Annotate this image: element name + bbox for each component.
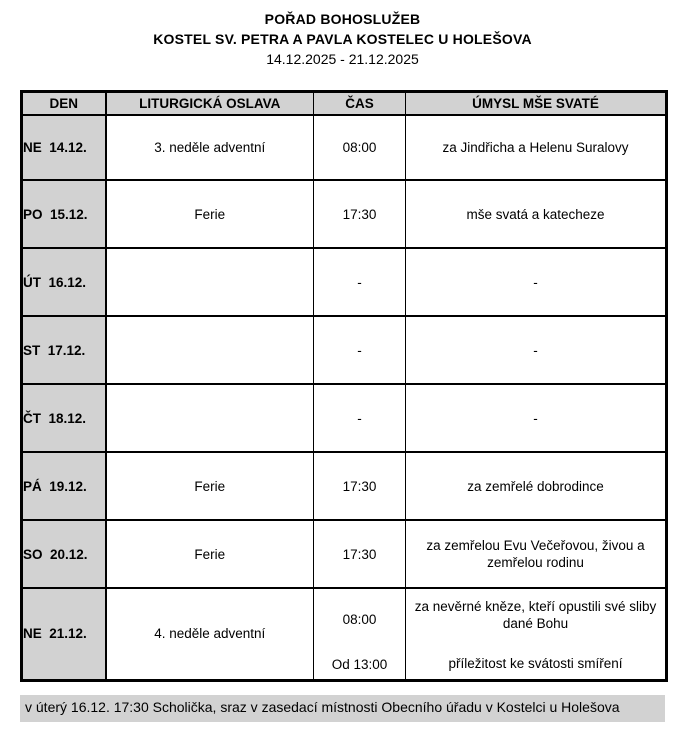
- document-header: [0, 0, 685, 69]
- table-row: [22, 588, 667, 680]
- intention-stack: [406, 591, 665, 677]
- time-cell: -: [314, 248, 406, 316]
- schedule-table: [20, 90, 668, 682]
- celebration-cell: Ferie: [106, 452, 314, 520]
- day-cell: NE 21.12.: [22, 588, 106, 680]
- intention-cell: -: [406, 316, 667, 384]
- table-row: [22, 115, 667, 180]
- day-cell: SO 20.12.: [22, 520, 106, 588]
- celebration-cell: Ferie: [106, 180, 314, 248]
- celebration-cell: Ferie: [106, 520, 314, 588]
- intention-cell: -: [406, 384, 667, 452]
- column-header-umysl-mse-svate: ÚMYSL MŠE SVATÉ: [406, 92, 667, 116]
- table-row: [22, 248, 667, 316]
- day-cell: ČT 18.12.: [22, 384, 106, 452]
- time-cell: 17:30: [314, 180, 406, 248]
- page-title: POŘAD BOHOSLUŽEB: [264, 11, 421, 27]
- footer-note: v úterý 16.12. 17:30 Scholička, sraz v zasedací místnosti Obecního úřadu v Kostelci u Holešova: [20, 695, 665, 722]
- day-cell: ÚT 16.12.: [22, 248, 106, 316]
- table-row: [22, 384, 667, 452]
- time-cell: 17:30: [314, 520, 406, 588]
- time-stack: [314, 591, 405, 677]
- table-header-row: [22, 92, 667, 116]
- intention-entry: za nevěrné kněze, kteří opustili své sliby dané Bohu: [414, 598, 657, 631]
- day-cell: PÁ 19.12.: [22, 452, 106, 520]
- intention-cell: [406, 588, 667, 680]
- table-row: [22, 316, 667, 384]
- intention-cell: za Jindřicha a Helenu Suralovy: [406, 115, 667, 180]
- intention-cell: za zemřelé dobrodince: [406, 452, 667, 520]
- column-header-cas: ČAS: [314, 92, 406, 116]
- celebration-cell: [106, 316, 314, 384]
- time-cell: 08:00: [314, 115, 406, 180]
- day-cell: PO 15.12.: [22, 180, 106, 248]
- column-header-den: DEN: [22, 92, 106, 116]
- day-cell: ST 17.12.: [22, 316, 106, 384]
- church-name: KOSTEL SV. PETRA A PAVLA KOSTELEC U HOLEŠOVA: [153, 31, 532, 47]
- celebration-cell: [106, 384, 314, 452]
- time-cell: -: [314, 316, 406, 384]
- celebration-cell: 3. neděle adventní: [106, 115, 314, 180]
- intention-entry: příležitost ke svátosti smíření: [448, 655, 623, 671]
- intention-cell: mše svatá a katecheze: [406, 180, 667, 248]
- table-row: [22, 180, 667, 248]
- table-row: [22, 452, 667, 520]
- intention-cell: za zemřelou Evu Večeřovou, živou a zemřelou rodinu: [406, 520, 667, 588]
- celebration-cell: [106, 248, 314, 316]
- time-cell: 17:30: [314, 452, 406, 520]
- time-entry: 08:00: [342, 611, 377, 627]
- date-range: 14.12.2025 - 21.12.2025: [266, 51, 419, 67]
- time-cell: -: [314, 384, 406, 452]
- column-header-liturgicka-oslava: LITURGICKÁ OSLAVA: [106, 92, 314, 116]
- table-row: [22, 520, 667, 588]
- celebration-cell: 4. neděle adventní: [106, 588, 314, 680]
- intention-cell: -: [406, 248, 667, 316]
- time-cell: [314, 588, 406, 680]
- time-entry: Od 13:00: [331, 656, 388, 672]
- day-cell: NE 14.12.: [22, 115, 106, 180]
